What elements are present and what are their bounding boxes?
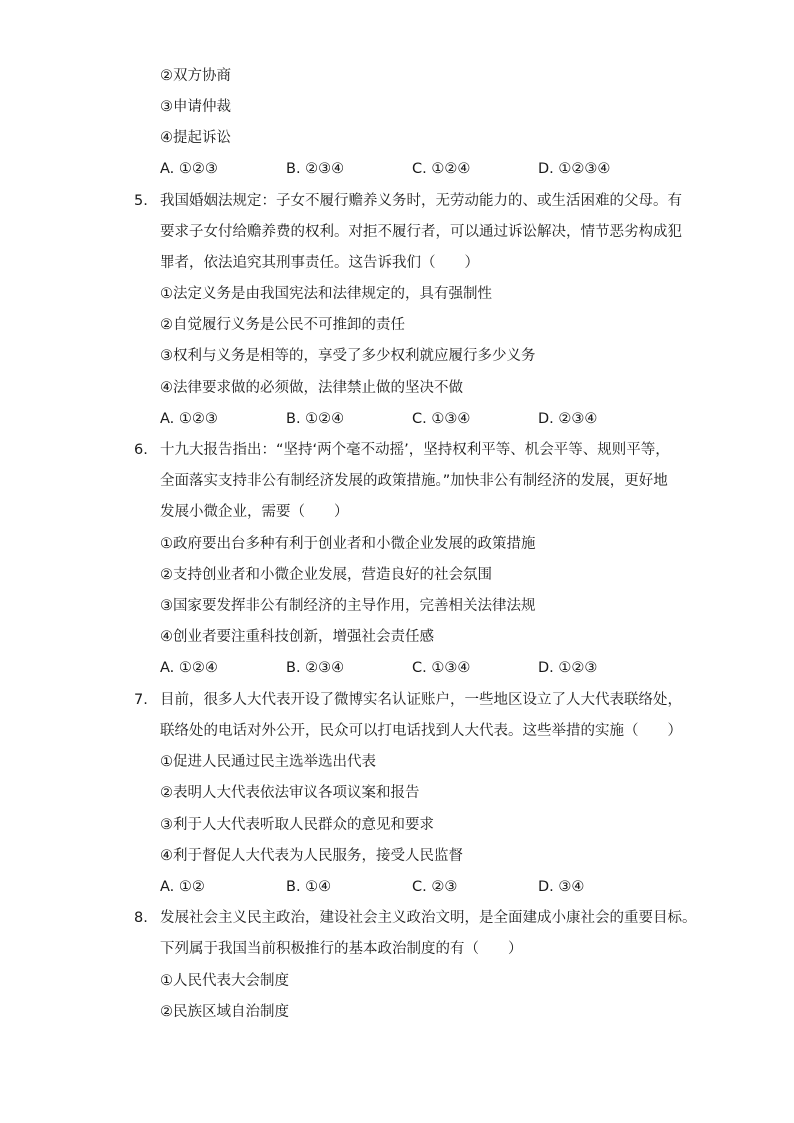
q5-item-1: ①法定义务是由我国宪法和法律规定的，具有强制性 xyxy=(160,286,492,302)
q5-item-4: ④法律要求做的必须做，法律禁止做的坚决不做 xyxy=(160,380,463,396)
q5-option-d[interactable]: D. ②③④ xyxy=(538,411,598,427)
q4-option-a[interactable]: A. ①②③ xyxy=(160,161,218,177)
q7-item-2: ②表明人大代表依法审议各项议案和报告 xyxy=(160,785,420,801)
q5-item-2: ②自觉履行义务是公民不可推卸的责任 xyxy=(160,317,405,333)
q6-option-b[interactable]: B. ②③④ xyxy=(286,660,345,676)
q7-stem-line-1: 目前，很多人大代表开设了微博实名认证账户，一些地区设立了人大代表联络处， xyxy=(160,692,682,708)
q4-options xyxy=(160,159,680,179)
q6-item-1: ①政府要出台多种有利于创业者和小微企业发展的政策措施 xyxy=(160,536,536,552)
q7-option-d[interactable]: D. ③④ xyxy=(538,879,585,895)
q7-stem-line-2: 联络处的电话对外公开，民众可以打电话找到人大代表。这些举措的实施（ ） xyxy=(160,723,682,739)
q6-option-c[interactable]: C. ①③④ xyxy=(412,660,471,676)
q4-item-4: ④提起诉讼 xyxy=(160,130,231,146)
q6-stem-line-3: 发展小微企业，需要（ ） xyxy=(160,504,349,520)
q8-stem-line-2: 下列属于我国当前积极推行的基本政治制度的有（ ） xyxy=(160,941,523,957)
q5-options xyxy=(160,409,680,429)
q5-number: 5. xyxy=(134,193,148,209)
q7-option-b[interactable]: B. ①④ xyxy=(286,879,332,895)
q6-options xyxy=(160,658,680,678)
q5-stem-line-1: 我国婚姻法规定：子女不履行赡养义务时，无劳动能力的、或生活困难的父母。有 xyxy=(160,193,682,209)
q7-option-c[interactable]: C. ②③ xyxy=(412,879,458,895)
q5-stem-line-3: 罪者，依法追究其刑事责任。这告诉我们（ ） xyxy=(160,255,479,271)
q6-stem-line-2: 全面落实支持非公有制经济发展的政策措施。”加快非公有制经济的发展，更好地 xyxy=(160,473,668,489)
q6-option-d[interactable]: D. ①②③ xyxy=(538,660,598,676)
q4-item-3: ③申请仲裁 xyxy=(160,99,231,115)
q5-option-c[interactable]: C. ①③④ xyxy=(412,411,471,427)
q7-options xyxy=(160,877,680,897)
q5-option-a[interactable]: A. ①②③ xyxy=(160,411,218,427)
q7-option-a[interactable]: A. ①② xyxy=(160,879,205,895)
q6-option-a[interactable]: A. ①②④ xyxy=(160,660,218,676)
q6-stem-line-1: 十九大报告指出：“坚持‘两个毫不动摇’，坚持权利平等、机会平等、规则平等， xyxy=(160,442,670,458)
q7-item-1: ①促进人民通过民主选举选出代表 xyxy=(160,754,376,770)
q5-option-b[interactable]: B. ①②④ xyxy=(286,411,345,427)
q4-option-b[interactable]: B. ②③④ xyxy=(286,161,345,177)
q7-item-3: ③利于人大代表听取人民群众的意见和要求 xyxy=(160,817,434,833)
q7-number: 7. xyxy=(134,692,148,708)
q7-item-4: ④利于督促人大代表为人民服务，接受人民监督 xyxy=(160,848,463,864)
q6-number: 6. xyxy=(134,442,148,458)
q6-item-4: ④创业者要注重科技创新，增强社会责任感 xyxy=(160,629,434,645)
q4-option-d[interactable]: D. ①②③④ xyxy=(538,161,611,177)
q4-item-2: ②双方协商 xyxy=(160,68,231,84)
q5-stem-line-2: 要求子女付给赡养费的权利。对拒不履行者，可以通过诉讼解决，情节恶劣构成犯 xyxy=(160,224,682,240)
q6-item-2: ②支持创业者和小微企业发展，营造良好的社会氛围 xyxy=(160,567,492,583)
q6-item-3: ③国家要发挥非公有制经济的主导作用，完善相关法律法规 xyxy=(160,598,536,614)
q8-item-1: ①人民代表大会制度 xyxy=(160,973,289,989)
q8-number: 8. xyxy=(134,910,148,926)
q8-stem-line-1: 发展社会主义民主政治，建设社会主义政治文明，是全面建成小康社会的重要目标。 xyxy=(160,910,697,926)
q5-item-3: ③权利与义务是相等的，享受了多少权利就应履行多少义务 xyxy=(160,348,536,364)
q4-option-c[interactable]: C. ①②④ xyxy=(412,161,471,177)
q8-item-2: ②民族区域自治制度 xyxy=(160,1004,289,1020)
